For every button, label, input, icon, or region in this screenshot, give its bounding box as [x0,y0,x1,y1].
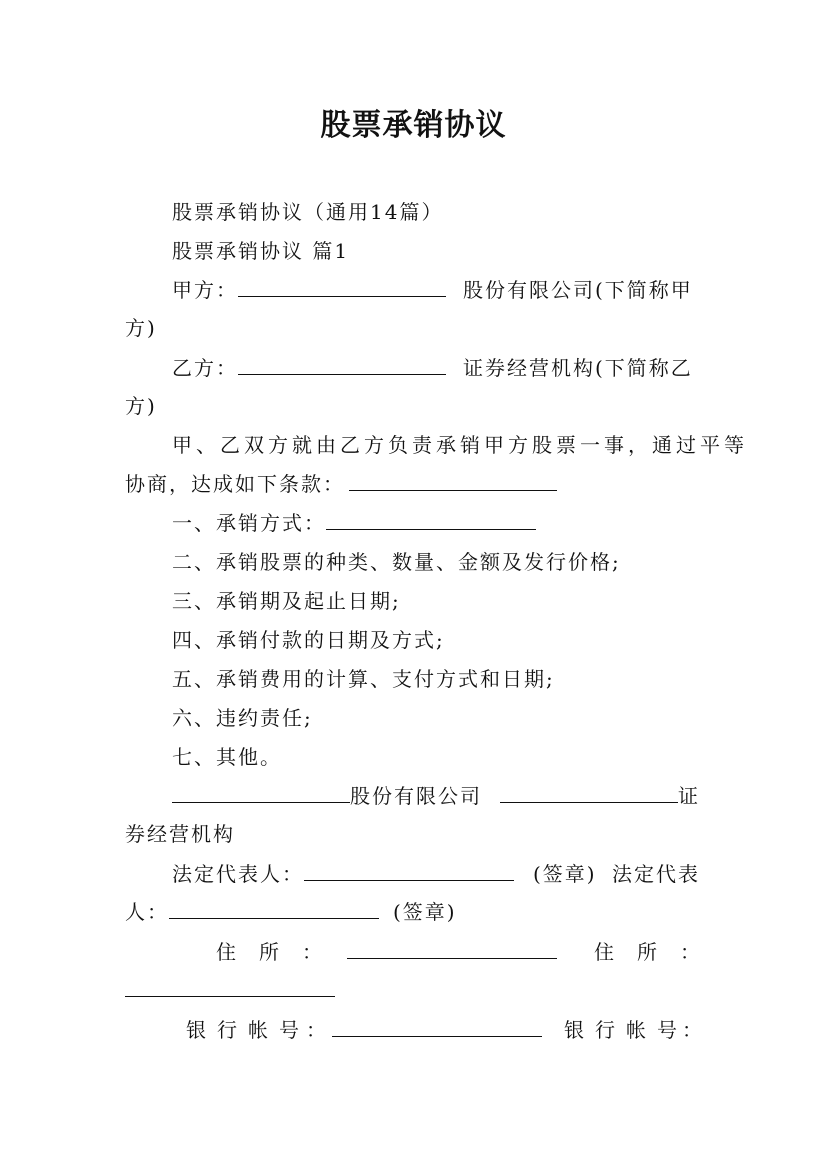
clause-1-text: 一、承销方式： [172,511,326,535]
clause-1-blank[interactable] [326,509,536,530]
intro-blank[interactable] [349,470,557,491]
intro-line-2-text: 协商，达成如下条款： [125,472,345,496]
legal-rep-b [125,898,457,926]
party-b-wrap: 方) [125,394,157,418]
legal-rep-a-label: 法定代表人： [172,862,304,886]
party-a-wrap: 方) [125,316,157,340]
subtitle: 股票承销协议（通用14篇） [172,200,444,224]
bank-b-char-3: 帐 [626,1018,646,1042]
party-b-suffix: 证券经营机构(下简称乙 [463,356,693,380]
address-a-char-1: 住 [216,940,236,964]
bank-a-blank[interactable] [332,1016,542,1037]
company-b [500,782,700,810]
bank-a-char-4: 号 [279,1018,299,1042]
clause-1 [172,509,536,537]
document-title: 股票承销协议 [320,108,507,143]
address-a-blank[interactable] [347,938,557,959]
clause-2: 二、承销股票的种类、数量、金额及发行价格; [172,550,621,574]
bank-b-char-4: 号 [657,1018,677,1042]
clause-5: 五、承销费用的计算、支付方式和日期; [172,667,555,691]
intro-line-1: 甲、乙双方就由乙方负责承销甲方股票一事，通过平等 [172,433,748,457]
part-heading: 股票承销协议 篇1 [172,239,350,263]
legal-rep-b-sign: (签章) [393,900,457,924]
address-b-blank[interactable] [125,976,335,997]
clause-7: 七、其他。 [172,745,282,769]
party-a-blank[interactable] [238,276,446,297]
party-b-label: 乙方： [172,356,238,380]
signature-companies [172,782,482,810]
bank-a-line [332,1016,542,1044]
bank-a-char-2: 行 [217,1018,237,1042]
party-a-label: 甲方： [172,278,238,302]
bank-a-char-1: 银 [186,1018,206,1042]
address-b-char-2: 所 [637,940,657,964]
legal-rep-a-blank[interactable] [304,860,514,881]
legal-rep-b-label: 人： [125,900,169,924]
clause-4: 四、承销付款的日期及方式; [172,628,445,652]
bank-b-char-1: 银 [564,1018,584,1042]
bank-a-char-3: 帐 [248,1018,268,1042]
bank-a-colon: ： [306,1018,326,1042]
company-b-wrap: 券经营机构 [125,822,235,846]
company-b-prefix: 证 [678,784,700,808]
bank-b-colon: ： [682,1018,702,1042]
company-a-label: 股份有限公司 [350,784,482,808]
company-b-blank[interactable] [500,782,678,803]
address-b-char-1: 住 [594,940,614,964]
party-a-line [172,276,446,304]
address-b-line [125,976,335,1004]
legal-rep-a-sign: (签章) [533,862,597,886]
address-b-colon: ： [680,940,700,964]
party-b-blank[interactable] [238,354,446,375]
party-a-suffix: 股份有限公司(下简称甲 [463,278,693,302]
address-a-colon: ： [302,940,322,964]
legal-rep-b-blank[interactable] [169,898,379,919]
intro-line-2 [125,470,561,498]
clause-3: 三、承销期及起止日期; [172,589,401,613]
address-a-line [347,938,557,966]
legal-rep-a [172,860,514,888]
party-b-line [172,354,446,382]
clause-6: 六、违约责任; [172,706,313,730]
company-a-blank[interactable] [172,782,350,803]
address-a-char-2: 所 [259,940,279,964]
bank-b-char-2: 行 [595,1018,615,1042]
legal-rep-b-start: 法定代表 [612,862,700,886]
